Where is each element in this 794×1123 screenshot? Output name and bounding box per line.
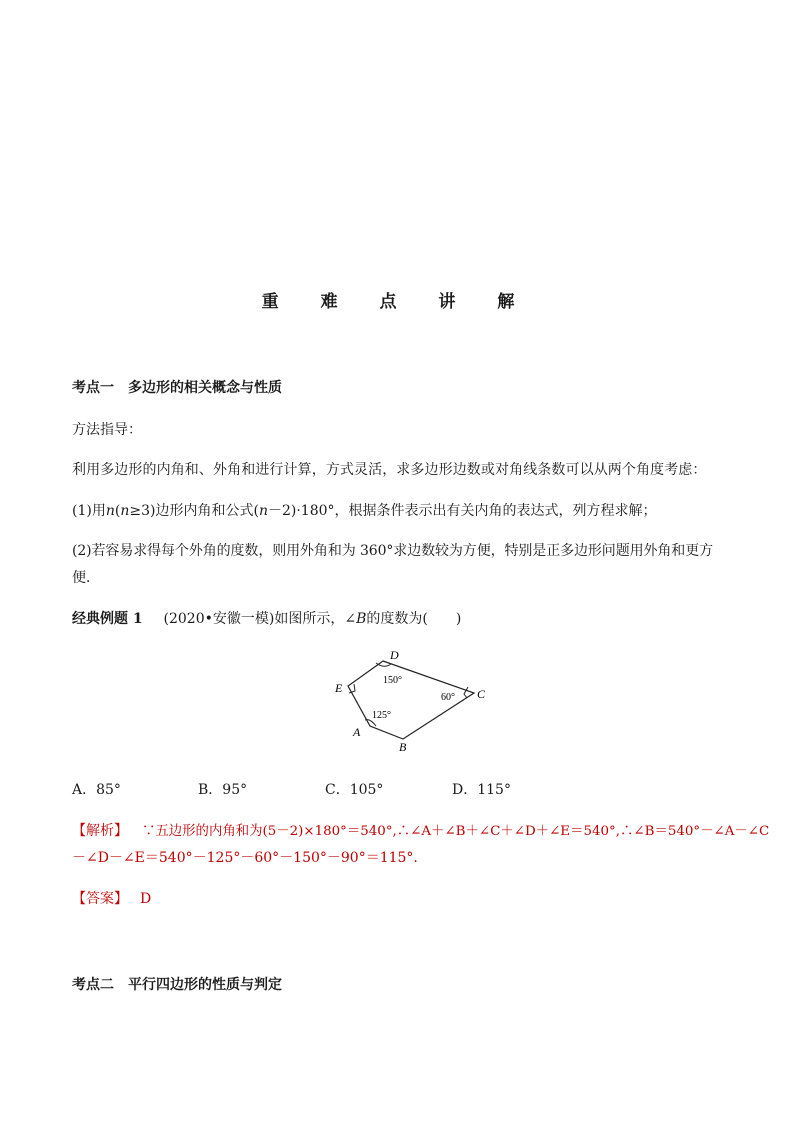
point1-text-d: －2)·180°，根据条件表示出有关内角的表达式，列方程求解；	[267, 503, 657, 519]
point1-var-n: n	[105, 503, 115, 519]
example-label: 经典例题 1	[72, 611, 143, 627]
angle-a-value: 125°	[372, 710, 391, 721]
example-question-tail: 的度数为( )	[366, 611, 462, 627]
method-intro: 利用多边形的内角和、外角和进行计算，方式灵活，求多边形边数或对角线条数可以从两个角度考虑：	[72, 462, 707, 478]
vertex-c-label: C	[477, 687, 486, 701]
vertex-b-label: B	[399, 740, 407, 754]
angle-arc-c	[464, 687, 468, 698]
method-point-1	[72, 500, 657, 520]
point1-var-n: n	[120, 503, 130, 519]
solution-text-1: ∵五边形的内角和为(5－2)×180°＝540°,∴∠A＋∠B＋∠C＋∠D＋∠E＝540°,∴∠B＝540°－∠A－∠C	[142, 824, 770, 839]
method-point-2-line2: 便．	[72, 570, 100, 586]
angle-c-value: 60°	[441, 692, 455, 703]
answer-label: 【答案】	[72, 891, 128, 907]
point1-text-a: (1)用	[72, 503, 106, 519]
vertex-d-label: D	[390, 648, 399, 662]
angle-b-symbol: ∠B	[344, 611, 367, 627]
solution-line-1	[72, 820, 769, 840]
page-title: 重 难 点 讲 解	[261, 292, 533, 312]
solution-line-2: －∠D－∠E＝540°－125°－60°－150°－90°＝115°.	[72, 850, 418, 866]
vertex-a-label: A	[353, 725, 361, 739]
answer-line	[72, 888, 151, 908]
section1-heading: 考点一 多边形的相关概念与性质	[72, 380, 282, 396]
pentagon-figure	[320, 640, 500, 760]
option-b: B．95°	[198, 782, 248, 798]
section2-heading: 考点二 平行四边形的性质与判定	[72, 977, 282, 993]
point1-var-n: n	[258, 503, 268, 519]
point1-text-c: ≥3)边形内角和公式(	[129, 503, 259, 519]
option-a: A．85°	[72, 782, 121, 798]
angle-d-value: 150°	[383, 675, 402, 686]
pentagon-outline	[348, 661, 474, 739]
option-d: D．115°	[452, 782, 511, 798]
example-question	[72, 608, 461, 628]
example-source: (2020•安徽一模)如图所示，	[163, 611, 345, 627]
method-point-2-line1: (2)若容易求得每个外角的度数，则用外角和为 360°求边数较为方便，特别是正多边形问题用外角和更方	[72, 543, 714, 559]
solution-label: 【解析】	[72, 823, 128, 839]
option-c: C．105°	[325, 782, 384, 798]
point1-text-b: (	[114, 503, 121, 519]
answer-value: D	[140, 891, 152, 907]
method-label: 方法指导：	[72, 422, 142, 438]
vertex-e-label: E	[335, 681, 343, 695]
